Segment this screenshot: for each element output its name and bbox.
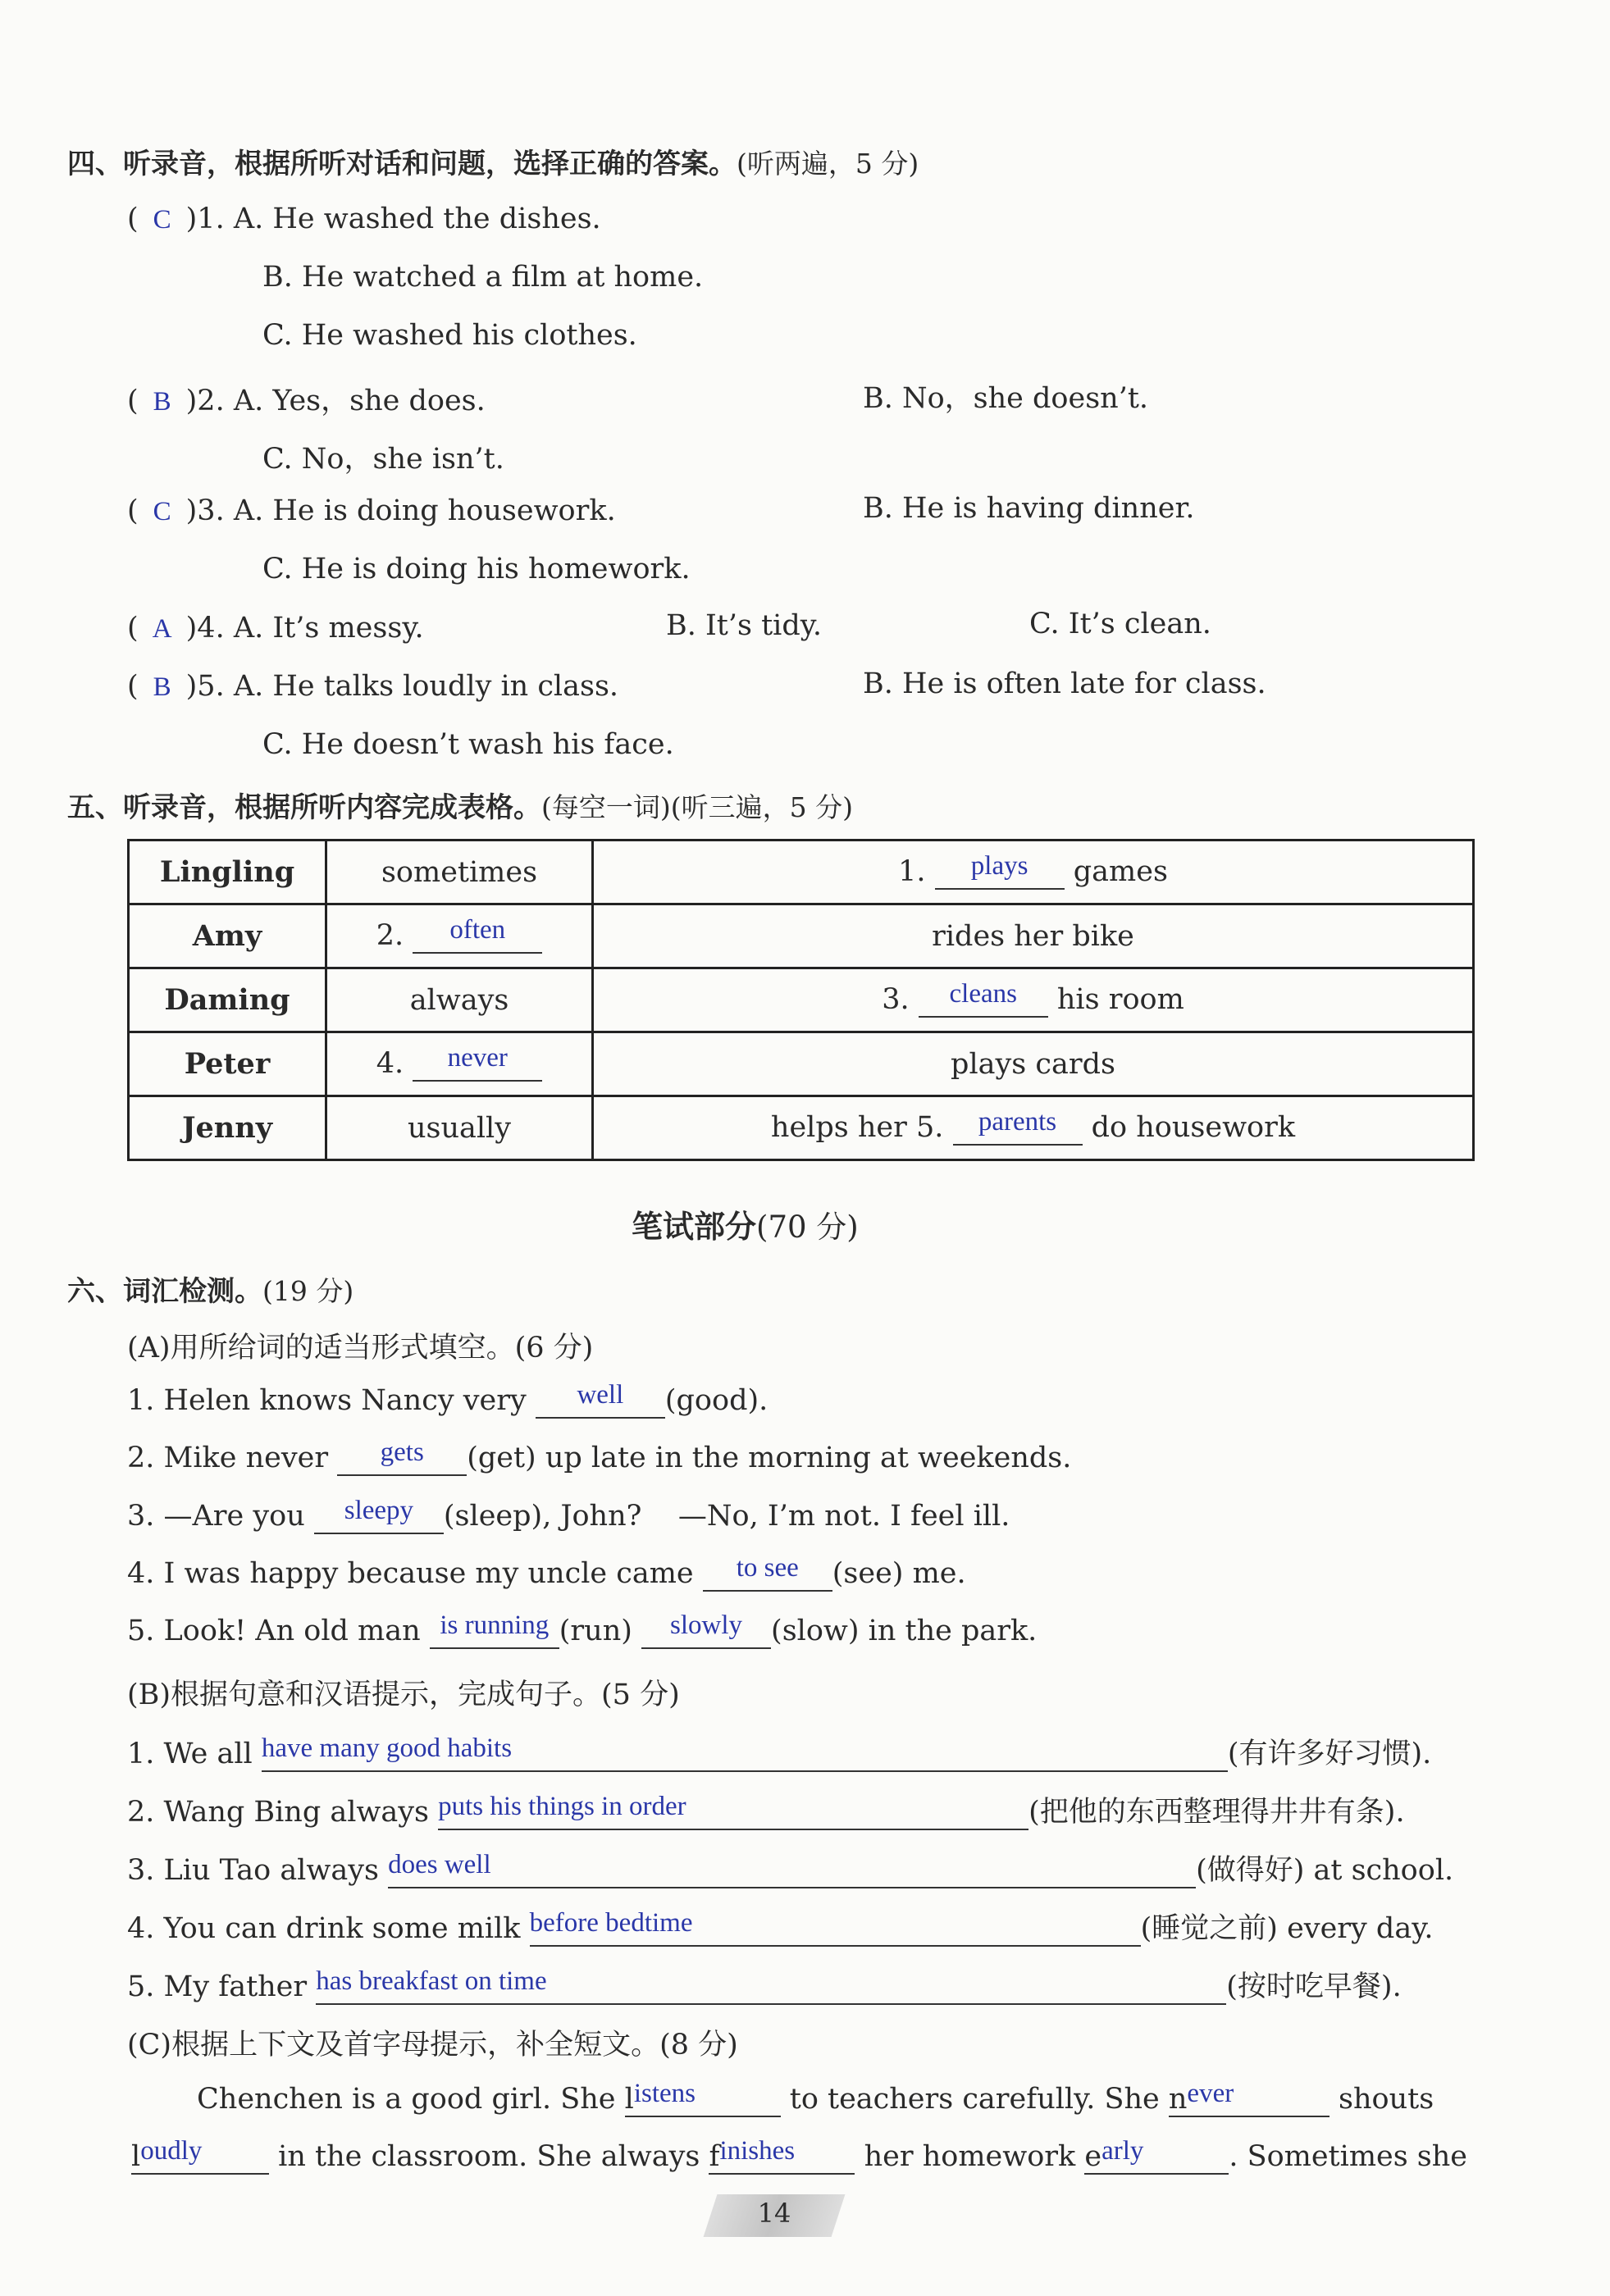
answer-mark: A bbox=[152, 614, 172, 644]
option-c: C. He doesn’t wash his face. bbox=[262, 728, 674, 761]
cloze-blank[interactable]: early bbox=[1084, 2140, 1229, 2175]
answer-blank[interactable]: well bbox=[536, 1384, 665, 1419]
option-c: C. It’s clean. bbox=[1029, 608, 1211, 640]
option-c: C. He washed his clothes. bbox=[262, 319, 637, 352]
answer-blank[interactable]: slowly bbox=[641, 1615, 771, 1649]
activity-cell: rides her bike bbox=[593, 904, 1474, 968]
answer-mark: C bbox=[153, 205, 171, 235]
question-1: ( C )1. A. He washed the dishes. bbox=[127, 203, 601, 235]
answer-blank[interactable]: sleepy bbox=[314, 1500, 444, 1534]
option-b: B. No，she doesn’t. bbox=[863, 382, 1149, 415]
answer-blank[interactable]: never bbox=[413, 1047, 542, 1082]
name-cell: Daming bbox=[129, 968, 326, 1032]
sentence-a5: 5. Look! An old man is running (run) slowly (slow) in the park. bbox=[127, 1610, 1038, 1647]
part-a-title: (A)用所给词的适当形式填空。(6 分) bbox=[127, 1332, 594, 1364]
answer-blank[interactable]: does well bbox=[388, 1854, 1196, 1888]
activity-cell: helps her 5. parents do housework bbox=[593, 1096, 1474, 1160]
answer-blank[interactable]: parents bbox=[953, 1111, 1083, 1146]
frequency-cell: usually bbox=[326, 1096, 593, 1160]
question-5: ( B )5. A. He talks loudly in class. bbox=[127, 670, 619, 703]
sentence-a1: 1. Helen knows Nancy very well (good). bbox=[127, 1380, 769, 1417]
written-part-title: 笔试部分(70 分) bbox=[632, 1209, 859, 1245]
option-b: B. He is often late for class. bbox=[863, 667, 1266, 700]
name-cell: Jenny bbox=[129, 1096, 326, 1160]
option-b: B. He watched a film at home. bbox=[262, 261, 704, 294]
frequency-table bbox=[127, 839, 1475, 1161]
table-row bbox=[129, 1096, 1474, 1160]
activity-cell: plays cards bbox=[593, 1032, 1474, 1096]
option-b: B. It’s tidy. bbox=[666, 609, 822, 642]
section-4-heading: 四、听录音，根据所听对话和问题，选择正确的答案。(听两遍，5 分) bbox=[67, 148, 919, 180]
sentence-b5: 5. My father has breakfast on time (按时吃早餐). bbox=[127, 1966, 1402, 2003]
cloze-blank[interactable]: listens bbox=[625, 2083, 781, 2117]
cloze-blank[interactable]: finishes bbox=[709, 2140, 855, 2175]
sentence-a2: 2. Mike never gets (get) up late in the morning at weekends. bbox=[127, 1437, 1072, 1474]
answer-mark: B bbox=[153, 387, 171, 417]
name-cell: Lingling bbox=[129, 840, 326, 904]
passage-line-1: Chenchen is a good girl. She listens to teachers carefully. She never shouts bbox=[197, 2079, 1434, 2116]
cloze-blank[interactable]: loudly bbox=[131, 2140, 269, 2175]
sentence-b1: 1. We all have many good habits (有许多好习惯). bbox=[127, 1733, 1432, 1770]
table-row bbox=[129, 968, 1474, 1032]
question-2: ( B )2. A. Yes，she does. bbox=[127, 385, 486, 417]
sentence-b4: 4. You can drink some milk before bedtime (睡觉之前) every day. bbox=[127, 1908, 1434, 1945]
sentence-a3: 3. —Are you sleepy (sleep), John? —No, I’m not. I feel ill. bbox=[127, 1496, 1010, 1533]
cloze-blank[interactable]: never bbox=[1169, 2083, 1330, 2117]
question-4: ( A )4. A. It’s messy. bbox=[127, 612, 424, 645]
option-c: C. No，she isn’t. bbox=[262, 443, 504, 476]
answer-blank[interactable]: often bbox=[413, 919, 542, 954]
answer-blank[interactable]: cleans bbox=[919, 983, 1048, 1018]
sentence-a4: 4. I was happy because my uncle came to see (see) me. bbox=[127, 1553, 966, 1590]
part-b-title: (B)根据句意和汉语提示，完成句子。(5 分) bbox=[127, 1679, 680, 1711]
part-c-title: (C)根据上下文及首字母提示，补全短文。(8 分) bbox=[127, 2029, 738, 2061]
frequency-cell: 2. often bbox=[326, 904, 593, 968]
frequency-cell: 4. never bbox=[326, 1032, 593, 1096]
section-6-heading: 六、词汇检测。(19 分) bbox=[67, 1275, 354, 1308]
answer-blank[interactable]: to see bbox=[703, 1557, 832, 1592]
question-3: ( C )3. A. He is doing housework. bbox=[127, 494, 616, 527]
answer-blank[interactable]: puts his things in order bbox=[438, 1796, 1028, 1830]
table-row bbox=[129, 904, 1474, 968]
answer-blank[interactable]: before bedtime bbox=[530, 1912, 1141, 1947]
answer-blank[interactable]: gets bbox=[337, 1442, 467, 1476]
sentence-b2: 2. Wang Bing always puts his things in order (把他的东西整理得井井有条). bbox=[127, 1792, 1405, 1829]
answer-blank[interactable]: plays bbox=[935, 855, 1065, 890]
answer-blank[interactable]: has breakfast on time bbox=[316, 1970, 1226, 2005]
table-row bbox=[129, 840, 1474, 904]
answer-mark: B bbox=[153, 672, 171, 702]
page-number: 14 bbox=[757, 2198, 791, 2229]
answer-mark: C bbox=[153, 497, 171, 526]
sentence-b3: 3. Liu Tao always does well (做得好) at school. bbox=[127, 1850, 1454, 1887]
activity-cell: 1. plays games bbox=[593, 840, 1474, 904]
section-5-heading: 五、听录音，根据所听内容完成表格。(每空一词)(听三遍，5 分) bbox=[67, 791, 853, 824]
answer-blank[interactable]: is running bbox=[430, 1615, 559, 1649]
frequency-cell: sometimes bbox=[326, 840, 593, 904]
answer-blank[interactable]: have many good habits bbox=[262, 1738, 1228, 1772]
option-c: C. He is doing his homework. bbox=[262, 553, 691, 585]
table-row bbox=[129, 1032, 1474, 1096]
option-b: B. He is having dinner. bbox=[863, 492, 1195, 525]
name-cell: Amy bbox=[129, 904, 326, 968]
frequency-cell: always bbox=[326, 968, 593, 1032]
name-cell: Peter bbox=[129, 1032, 326, 1096]
passage-line-2: loudly in the classroom. She always finishes her homework early . Sometimes she bbox=[131, 2136, 1468, 2173]
activity-cell: 3. cleans his room bbox=[593, 968, 1474, 1032]
